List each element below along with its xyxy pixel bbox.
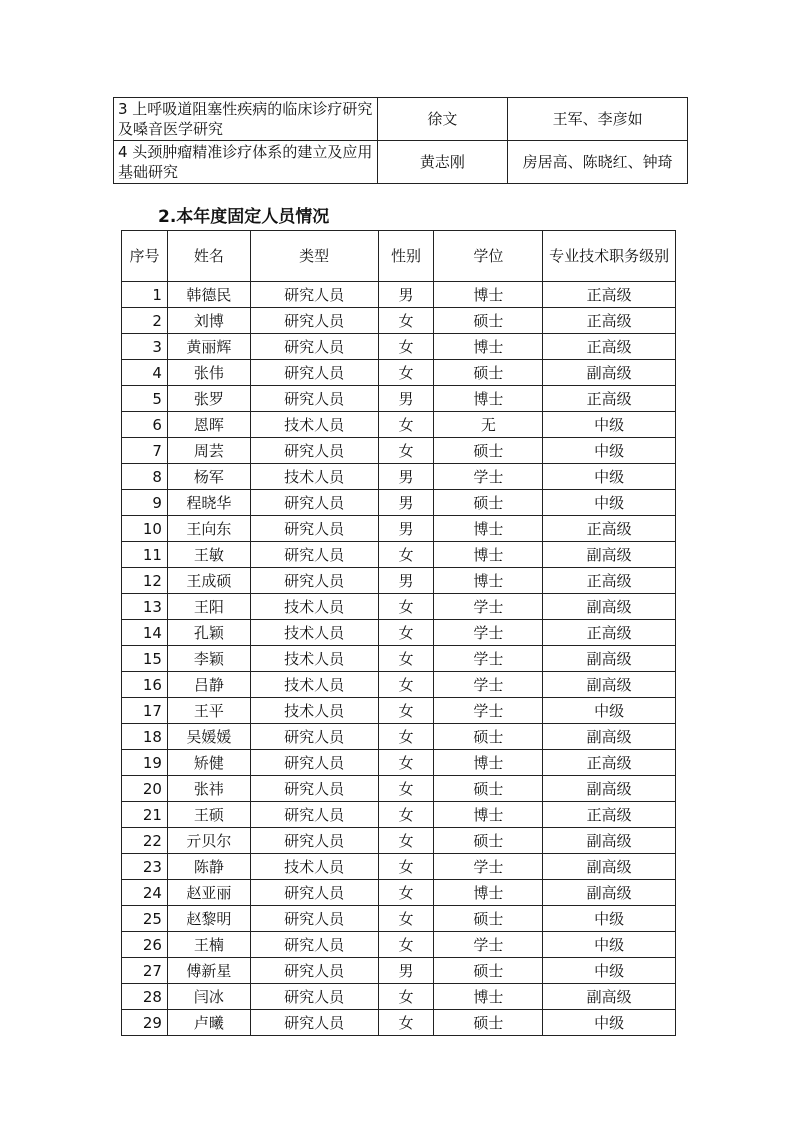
staff-seq: 21 bbox=[122, 802, 168, 828]
header-type: 类型 bbox=[250, 231, 378, 282]
staff-seq: 12 bbox=[122, 568, 168, 594]
staff-seq: 9 bbox=[122, 490, 168, 516]
staff-name: 矫健 bbox=[167, 750, 250, 776]
table-row bbox=[122, 568, 676, 594]
staff-gender: 女 bbox=[378, 750, 434, 776]
staff-seq: 11 bbox=[122, 542, 168, 568]
staff-gender: 女 bbox=[378, 802, 434, 828]
table-row bbox=[122, 412, 676, 438]
staff-name: 刘博 bbox=[167, 308, 250, 334]
staff-type: 研究人员 bbox=[250, 568, 378, 594]
staff-title-level: 中级 bbox=[543, 932, 676, 958]
staff-table bbox=[121, 230, 676, 1036]
staff-gender: 女 bbox=[378, 1010, 434, 1036]
staff-name: 张伟 bbox=[167, 360, 250, 386]
staff-name: 张祎 bbox=[167, 776, 250, 802]
staff-title-level: 正高级 bbox=[543, 568, 676, 594]
staff-gender: 女 bbox=[378, 646, 434, 672]
project-leader: 徐文 bbox=[377, 98, 508, 141]
staff-type: 研究人员 bbox=[250, 880, 378, 906]
staff-type: 研究人员 bbox=[250, 1010, 378, 1036]
staff-seq: 29 bbox=[122, 1010, 168, 1036]
table-row bbox=[122, 490, 676, 516]
staff-seq: 15 bbox=[122, 646, 168, 672]
staff-name: 程晓华 bbox=[167, 490, 250, 516]
staff-name: 吴媛媛 bbox=[167, 724, 250, 750]
table-row bbox=[122, 776, 676, 802]
table-row bbox=[122, 386, 676, 412]
staff-name: 赵亚丽 bbox=[167, 880, 250, 906]
staff-type: 研究人员 bbox=[250, 308, 378, 334]
staff-gender: 男 bbox=[378, 568, 434, 594]
staff-gender: 女 bbox=[378, 672, 434, 698]
staff-gender: 女 bbox=[378, 542, 434, 568]
staff-gender: 女 bbox=[378, 360, 434, 386]
staff-type: 研究人员 bbox=[250, 828, 378, 854]
header-name: 姓名 bbox=[167, 231, 250, 282]
table-row bbox=[122, 594, 676, 620]
table-row bbox=[122, 802, 676, 828]
table-row bbox=[122, 958, 676, 984]
staff-gender: 男 bbox=[378, 490, 434, 516]
staff-seq: 22 bbox=[122, 828, 168, 854]
staff-title-level: 中级 bbox=[543, 1010, 676, 1036]
staff-type: 研究人员 bbox=[250, 776, 378, 802]
staff-gender: 女 bbox=[378, 828, 434, 854]
staff-title-level: 副高级 bbox=[543, 776, 676, 802]
staff-gender: 女 bbox=[378, 724, 434, 750]
staff-degree: 硕士 bbox=[434, 958, 543, 984]
staff-seq: 2 bbox=[122, 308, 168, 334]
staff-gender: 男 bbox=[378, 282, 434, 308]
staff-gender: 女 bbox=[378, 438, 434, 464]
staff-type: 研究人员 bbox=[250, 438, 378, 464]
staff-title-level: 中级 bbox=[543, 958, 676, 984]
staff-type: 技术人员 bbox=[250, 672, 378, 698]
staff-seq: 7 bbox=[122, 438, 168, 464]
staff-seq: 1 bbox=[122, 282, 168, 308]
staff-degree: 博士 bbox=[434, 282, 543, 308]
staff-degree: 学士 bbox=[434, 698, 543, 724]
staff-type: 技术人员 bbox=[250, 412, 378, 438]
staff-seq: 27 bbox=[122, 958, 168, 984]
table-row bbox=[114, 98, 688, 141]
staff-type: 研究人员 bbox=[250, 542, 378, 568]
table-row bbox=[122, 620, 676, 646]
staff-gender: 女 bbox=[378, 620, 434, 646]
staff-type: 技术人员 bbox=[250, 620, 378, 646]
staff-gender: 男 bbox=[378, 386, 434, 412]
staff-gender: 男 bbox=[378, 958, 434, 984]
staff-type: 技术人员 bbox=[250, 646, 378, 672]
staff-seq: 8 bbox=[122, 464, 168, 490]
staff-degree: 硕士 bbox=[434, 724, 543, 750]
staff-gender: 女 bbox=[378, 906, 434, 932]
staff-degree: 博士 bbox=[434, 750, 543, 776]
staff-seq: 3 bbox=[122, 334, 168, 360]
table-row bbox=[122, 542, 676, 568]
section-title: 2.本年度固定人员情况 bbox=[158, 207, 330, 227]
table-row bbox=[114, 141, 688, 184]
staff-degree: 博士 bbox=[434, 880, 543, 906]
staff-type: 研究人员 bbox=[250, 334, 378, 360]
staff-type: 技术人员 bbox=[250, 854, 378, 880]
staff-degree: 学士 bbox=[434, 932, 543, 958]
table-row bbox=[122, 984, 676, 1010]
staff-degree: 博士 bbox=[434, 542, 543, 568]
project-name: 3 上呼吸道阻塞性疾病的临床诊疗研究及嗓音医学研究 bbox=[114, 98, 378, 141]
staff-degree: 无 bbox=[434, 412, 543, 438]
staff-type: 技术人员 bbox=[250, 464, 378, 490]
staff-degree: 硕士 bbox=[434, 438, 543, 464]
table-row bbox=[122, 516, 676, 542]
table-row bbox=[122, 906, 676, 932]
staff-name: 周芸 bbox=[167, 438, 250, 464]
header-title-level: 专业技术职务级别 bbox=[543, 231, 676, 282]
staff-title-level: 副高级 bbox=[543, 672, 676, 698]
staff-degree: 硕士 bbox=[434, 1010, 543, 1036]
staff-degree: 硕士 bbox=[434, 490, 543, 516]
table-header bbox=[122, 231, 676, 282]
staff-type: 研究人员 bbox=[250, 984, 378, 1010]
project-members: 房居高、陈晓红、钟琦 bbox=[508, 141, 688, 184]
staff-title-level: 中级 bbox=[543, 464, 676, 490]
staff-gender: 女 bbox=[378, 594, 434, 620]
staff-type: 研究人员 bbox=[250, 516, 378, 542]
staff-degree: 学士 bbox=[434, 594, 543, 620]
staff-type: 研究人员 bbox=[250, 906, 378, 932]
staff-degree: 博士 bbox=[434, 334, 543, 360]
staff-title-level: 中级 bbox=[543, 906, 676, 932]
staff-name: 卢曦 bbox=[167, 1010, 250, 1036]
staff-title-level: 副高级 bbox=[543, 646, 676, 672]
table-row bbox=[122, 854, 676, 880]
staff-seq: 23 bbox=[122, 854, 168, 880]
staff-title-level: 副高级 bbox=[543, 984, 676, 1010]
staff-name: 王成硕 bbox=[167, 568, 250, 594]
staff-degree: 学士 bbox=[434, 464, 543, 490]
staff-type: 研究人员 bbox=[250, 750, 378, 776]
staff-name: 王向东 bbox=[167, 516, 250, 542]
staff-title-level: 副高级 bbox=[543, 360, 676, 386]
staff-degree: 博士 bbox=[434, 516, 543, 542]
staff-name: 王敏 bbox=[167, 542, 250, 568]
staff-type: 研究人员 bbox=[250, 958, 378, 984]
staff-gender: 女 bbox=[378, 334, 434, 360]
staff-gender: 女 bbox=[378, 308, 434, 334]
staff-degree: 硕士 bbox=[434, 308, 543, 334]
staff-seq: 16 bbox=[122, 672, 168, 698]
staff-degree: 硕士 bbox=[434, 828, 543, 854]
staff-title-level: 中级 bbox=[543, 698, 676, 724]
staff-type: 研究人员 bbox=[250, 282, 378, 308]
staff-seq: 26 bbox=[122, 932, 168, 958]
header-seq: 序号 bbox=[122, 231, 168, 282]
staff-seq: 17 bbox=[122, 698, 168, 724]
staff-gender: 男 bbox=[378, 516, 434, 542]
staff-title-level: 副高级 bbox=[543, 854, 676, 880]
staff-gender: 女 bbox=[378, 776, 434, 802]
header-gender: 性别 bbox=[378, 231, 434, 282]
staff-type: 研究人员 bbox=[250, 386, 378, 412]
table-row bbox=[122, 880, 676, 906]
table-row bbox=[122, 360, 676, 386]
staff-seq: 6 bbox=[122, 412, 168, 438]
staff-title-level: 中级 bbox=[543, 438, 676, 464]
staff-name: 陈静 bbox=[167, 854, 250, 880]
table-row bbox=[122, 308, 676, 334]
table-row bbox=[122, 932, 676, 958]
staff-title-level: 正高级 bbox=[543, 386, 676, 412]
staff-seq: 13 bbox=[122, 594, 168, 620]
staff-title-level: 正高级 bbox=[543, 308, 676, 334]
staff-degree: 博士 bbox=[434, 802, 543, 828]
staff-name: 韩德民 bbox=[167, 282, 250, 308]
staff-title-level: 副高级 bbox=[543, 542, 676, 568]
staff-name: 闫冰 bbox=[167, 984, 250, 1010]
staff-name: 杨军 bbox=[167, 464, 250, 490]
staff-seq: 24 bbox=[122, 880, 168, 906]
staff-title-level: 正高级 bbox=[543, 750, 676, 776]
staff-title-level: 中级 bbox=[543, 490, 676, 516]
project-members: 王军、李彦如 bbox=[508, 98, 688, 141]
table-row bbox=[122, 672, 676, 698]
staff-name: 王楠 bbox=[167, 932, 250, 958]
staff-degree: 博士 bbox=[434, 984, 543, 1010]
staff-name: 王平 bbox=[167, 698, 250, 724]
table-row bbox=[122, 464, 676, 490]
staff-gender: 女 bbox=[378, 932, 434, 958]
staff-name: 吕静 bbox=[167, 672, 250, 698]
staff-title-level: 中级 bbox=[543, 412, 676, 438]
staff-degree: 学士 bbox=[434, 620, 543, 646]
staff-seq: 19 bbox=[122, 750, 168, 776]
staff-type: 研究人员 bbox=[250, 724, 378, 750]
staff-seq: 5 bbox=[122, 386, 168, 412]
staff-degree: 硕士 bbox=[434, 360, 543, 386]
staff-degree: 硕士 bbox=[434, 776, 543, 802]
staff-seq: 28 bbox=[122, 984, 168, 1010]
staff-name: 赵黎明 bbox=[167, 906, 250, 932]
staff-name: 亓贝尔 bbox=[167, 828, 250, 854]
staff-type: 研究人员 bbox=[250, 802, 378, 828]
staff-type: 研究人员 bbox=[250, 932, 378, 958]
staff-degree: 学士 bbox=[434, 646, 543, 672]
staff-seq: 4 bbox=[122, 360, 168, 386]
staff-type: 研究人员 bbox=[250, 490, 378, 516]
staff-name: 王硕 bbox=[167, 802, 250, 828]
table-row bbox=[122, 438, 676, 464]
staff-seq: 10 bbox=[122, 516, 168, 542]
table-row bbox=[122, 334, 676, 360]
table-row bbox=[122, 646, 676, 672]
staff-name: 孔颖 bbox=[167, 620, 250, 646]
staff-name: 李颖 bbox=[167, 646, 250, 672]
header-degree: 学位 bbox=[434, 231, 543, 282]
staff-seq: 25 bbox=[122, 906, 168, 932]
project-name: 4 头颈肿瘤精准诊疗体系的建立及应用基础研究 bbox=[114, 141, 378, 184]
staff-type: 技术人员 bbox=[250, 594, 378, 620]
staff-title-level: 正高级 bbox=[543, 334, 676, 360]
staff-degree: 学士 bbox=[434, 854, 543, 880]
staff-title-level: 正高级 bbox=[543, 282, 676, 308]
projects-table bbox=[113, 97, 688, 184]
table-row bbox=[122, 724, 676, 750]
staff-seq: 14 bbox=[122, 620, 168, 646]
staff-title-level: 正高级 bbox=[543, 516, 676, 542]
staff-name: 黄丽辉 bbox=[167, 334, 250, 360]
staff-title-level: 副高级 bbox=[543, 880, 676, 906]
table-row bbox=[122, 282, 676, 308]
staff-name: 恩晖 bbox=[167, 412, 250, 438]
staff-name: 王阳 bbox=[167, 594, 250, 620]
staff-degree: 博士 bbox=[434, 568, 543, 594]
table-row bbox=[122, 750, 676, 776]
staff-title-level: 正高级 bbox=[543, 802, 676, 828]
staff-title-level: 副高级 bbox=[543, 594, 676, 620]
table-row bbox=[122, 1010, 676, 1036]
staff-gender: 女 bbox=[378, 984, 434, 1010]
staff-degree: 学士 bbox=[434, 672, 543, 698]
staff-title-level: 正高级 bbox=[543, 620, 676, 646]
project-leader: 黄志刚 bbox=[377, 141, 508, 184]
staff-gender: 女 bbox=[378, 412, 434, 438]
staff-title-level: 副高级 bbox=[543, 724, 676, 750]
table-row bbox=[122, 698, 676, 724]
staff-degree: 博士 bbox=[434, 386, 543, 412]
staff-gender: 男 bbox=[378, 464, 434, 490]
staff-gender: 女 bbox=[378, 698, 434, 724]
staff-degree: 硕士 bbox=[434, 906, 543, 932]
staff-name: 傅新星 bbox=[167, 958, 250, 984]
staff-title-level: 副高级 bbox=[543, 828, 676, 854]
staff-seq: 20 bbox=[122, 776, 168, 802]
staff-gender: 女 bbox=[378, 854, 434, 880]
table-row bbox=[122, 828, 676, 854]
staff-gender: 女 bbox=[378, 880, 434, 906]
staff-type: 研究人员 bbox=[250, 360, 378, 386]
staff-type: 技术人员 bbox=[250, 698, 378, 724]
staff-seq: 18 bbox=[122, 724, 168, 750]
staff-name: 张罗 bbox=[167, 386, 250, 412]
